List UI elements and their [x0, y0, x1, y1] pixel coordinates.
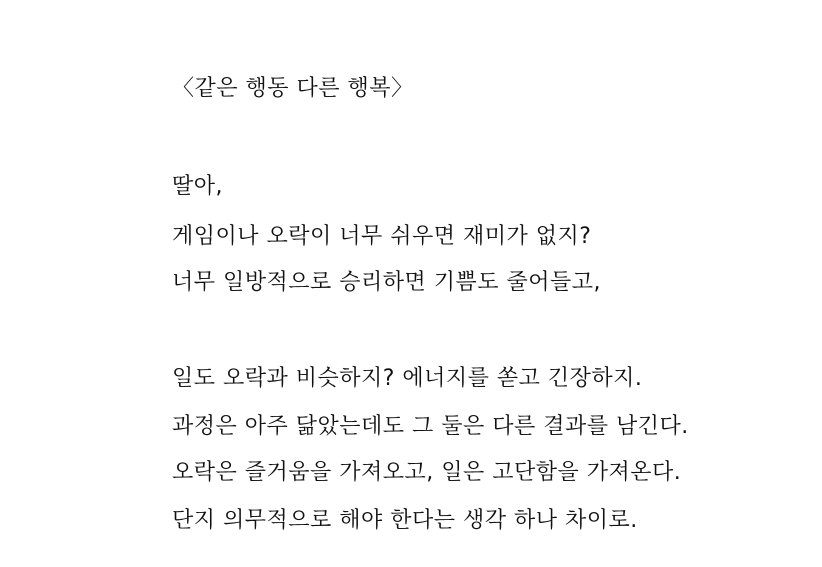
text-line: 너무 일방적으로 승리하면 기쁨도 줄어들고,: [172, 270, 602, 295]
text-line: 일도 오락과 비슷하지? 에너지를 쏟고 긴장하지.: [172, 366, 643, 391]
text-line: 게임이나 오락이 너무 쉬우면 재미가 없지?: [172, 224, 592, 249]
document-title: 〈같은 행동 다른 행복〉: [172, 76, 414, 101]
text-line: 단지 의무적으로 해야 한다는 생각 하나 차이로.: [172, 508, 638, 533]
text-line: 딸아,: [172, 174, 223, 199]
text-line: 오락은 즐거움을 가져오고, 일은 고단함을 가져온다.: [172, 460, 682, 485]
text-line: 과정은 아주 닮았는데도 그 둘은 다른 결과를 남긴다.: [172, 414, 689, 439]
